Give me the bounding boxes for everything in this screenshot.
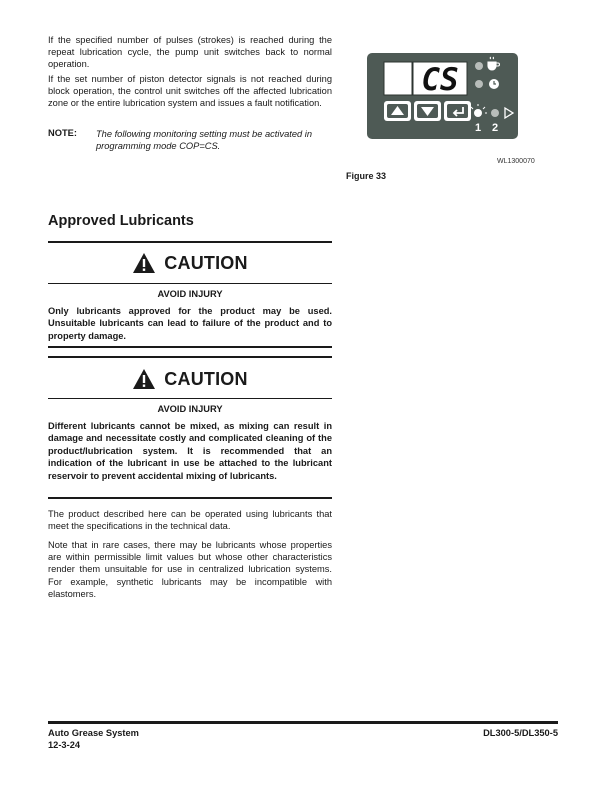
body-paragraph-2: Note that in rare cases, there may be lubricants whose properties are within permissible limit values but whose other characteristics render them unsuitable for use in centralized lubrication systems. For example, synthetic lubricants may be incompatible with elastomers. <box>48 540 332 599</box>
caution-2-title: CAUTION <box>164 368 248 389</box>
caution-1-top-rule <box>48 241 332 243</box>
figure-caption: Figure 33 <box>346 171 387 181</box>
caution-2-body: Different lubricants cannot be mixed, as mixing can result in damage and necessitate costly and complicated cleaning of the product/lubrication system. It is recommended that an indication of the lubricant in use be attached to the lubricant reservoir to prevent accidental mixing of lubricants. <box>48 421 332 481</box>
caution-2-mid-rule <box>48 398 332 399</box>
caution-2-top-rule <box>48 356 332 358</box>
warning-triangle-icon <box>132 368 156 390</box>
down-arrow-button[interactable] <box>414 101 441 121</box>
display-digit-1 <box>384 62 412 95</box>
zone-1-led-lit <box>469 104 487 117</box>
zone-2-led <box>491 109 499 117</box>
play-triangle-icon <box>505 108 513 118</box>
intro-paragraph-2: If the set number of piston detector signals is not reached during block operation, the control unit switches off the affected lubrication zone or the entire lubrication system and issues a fault notification. <box>48 74 332 109</box>
footer-title: Auto Grease System <box>48 728 139 738</box>
footer-date: 12-3-24 <box>48 740 81 750</box>
note-label: NOTE: <box>48 128 77 138</box>
caution-1-mid-rule <box>48 283 332 284</box>
caution-2-bottom-rule <box>48 497 332 499</box>
caution-2-subtitle: AVOID INJURY <box>157 404 223 414</box>
cup-icon <box>488 57 500 70</box>
body-paragraph-1: The product described here can be operated using lubricants that meet the specifications in the technical data. <box>48 509 332 532</box>
zone-2-label: 2 <box>491 122 499 134</box>
figure-code: WL1300070 <box>497 158 535 165</box>
status-led-top <box>475 62 483 70</box>
display-readout: CS <box>421 62 459 98</box>
caution-1-subtitle: AVOID INJURY <box>157 289 223 299</box>
enter-button[interactable] <box>444 101 471 121</box>
up-arrow-button[interactable] <box>384 101 411 121</box>
clock-icon <box>489 79 499 89</box>
zone-1-label: 1 <box>474 122 482 134</box>
control-panel-figure <box>367 53 518 139</box>
warning-triangle-icon <box>132 252 156 274</box>
control-panel-illustration <box>367 53 518 139</box>
status-led-middle <box>475 80 483 88</box>
caution-1-header <box>48 252 332 274</box>
note-text: The following monitoring setting must be activated in programming mode COP=CS. <box>96 129 313 152</box>
caution-1-bottom-rule <box>48 346 332 348</box>
section-title: Approved Lubricants <box>48 213 194 229</box>
intro-paragraph-1: If the specified number of pulses (strokes) is reached during the repeat lubrication cycle, the pump unit switches back to normal operation. <box>48 35 332 70</box>
caution-1-body: Only lubricants approved for the product may be used. Unsuitable lubricants can lead to failure of the product and to property damage. <box>48 306 332 341</box>
caution-1-title: CAUTION <box>164 252 248 273</box>
footer-rule <box>48 721 558 724</box>
caution-2-header <box>48 368 332 390</box>
footer-model: DL300-5/DL350-5 <box>483 728 558 738</box>
